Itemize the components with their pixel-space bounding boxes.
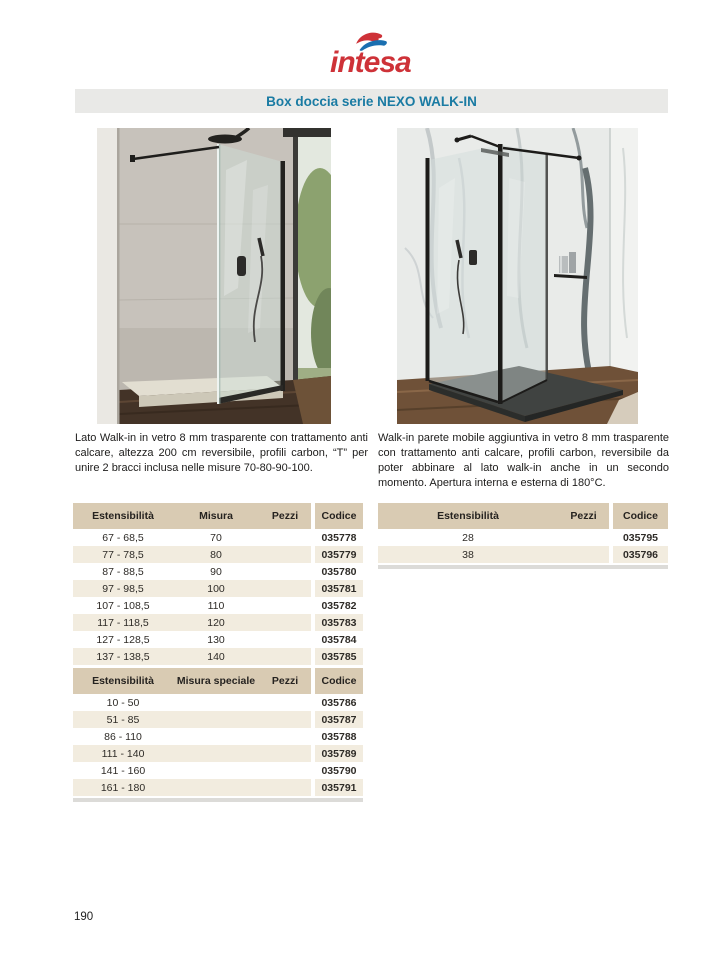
table-row bbox=[73, 631, 363, 648]
codice-cell: 035784 bbox=[315, 631, 363, 648]
table-cell: 77 - 78,5 bbox=[73, 546, 173, 563]
codice-cell: 035790 bbox=[315, 762, 363, 779]
table-cell: 117 - 118,5 bbox=[73, 614, 173, 631]
table-row bbox=[73, 779, 363, 796]
table-cell bbox=[259, 728, 311, 745]
table-row bbox=[73, 762, 363, 779]
table-row bbox=[73, 563, 363, 580]
table-cell bbox=[259, 631, 311, 648]
table-cell: 10 - 50 bbox=[73, 694, 173, 711]
table-cell bbox=[173, 745, 259, 762]
left-photo-scene bbox=[97, 128, 331, 424]
table-cell: 130 bbox=[173, 631, 259, 648]
product-photo-walk-in-lato bbox=[97, 128, 331, 424]
table-cell bbox=[259, 614, 311, 631]
product-photo-walk-in-parete bbox=[397, 128, 638, 424]
codice-cell: 035789 bbox=[315, 745, 363, 762]
table-cell: Pezzi bbox=[259, 668, 311, 694]
table-cell bbox=[173, 762, 259, 779]
table-parete-mobile bbox=[378, 503, 668, 563]
table-cell bbox=[259, 580, 311, 597]
table-cell: 110 bbox=[173, 597, 259, 614]
left-product-tables bbox=[73, 503, 363, 802]
table-cell: 87 - 88,5 bbox=[73, 563, 173, 580]
brand-logo bbox=[330, 30, 420, 82]
logo-text: intesa bbox=[330, 46, 411, 79]
codice-cell: Codice bbox=[315, 503, 363, 529]
table-misura-speciale bbox=[73, 668, 363, 796]
codice-cell: 035787 bbox=[315, 711, 363, 728]
codice-cell: Codice bbox=[613, 503, 668, 529]
table-row bbox=[73, 546, 363, 563]
codice-cell: 035795 bbox=[613, 529, 668, 546]
table-header-row bbox=[378, 503, 668, 529]
table-cell: 67 - 68,5 bbox=[73, 529, 173, 546]
caption-left-product: Lato Walk-in in vetro 8 mm trasparente con trattamento anti calcare, altezza 200 cm reversibile, profili carbon, “T” per unire 2 bracci inclusa nelle misure 70-80-90-100. bbox=[75, 432, 368, 474]
table-cell: 111 - 140 bbox=[73, 745, 173, 762]
table-row bbox=[73, 529, 363, 546]
table-cell: 80 bbox=[173, 546, 259, 563]
table-cell: 141 - 160 bbox=[73, 762, 173, 779]
table-cell: 51 - 85 bbox=[73, 711, 173, 728]
table-row bbox=[73, 614, 363, 631]
table-row bbox=[73, 745, 363, 762]
table-cell bbox=[259, 648, 311, 665]
caption-right-product: Walk-in parete mobile aggiuntiva in vetro 8 mm trasparente con trattamento anti calcare, profili carbon, reversibile da poter abbinare al lato walk-in anche in un secondo momento. Apertura interna e esterna di 180°C. bbox=[378, 432, 669, 489]
table-cell bbox=[259, 779, 311, 796]
table-cell: 86 - 110 bbox=[73, 728, 173, 745]
table-cell: 120 bbox=[173, 614, 259, 631]
table-cell bbox=[259, 546, 311, 563]
codice-cell: Codice bbox=[315, 668, 363, 694]
codice-cell: 035780 bbox=[315, 563, 363, 580]
table-cell bbox=[558, 546, 609, 563]
table-row bbox=[378, 529, 668, 546]
table-row bbox=[73, 694, 363, 711]
table-cell: 107 - 108,5 bbox=[73, 597, 173, 614]
table-row bbox=[73, 711, 363, 728]
table-cell bbox=[259, 711, 311, 728]
table-cell bbox=[259, 745, 311, 762]
table-cell: Estensibilità bbox=[378, 503, 558, 529]
table-row bbox=[378, 546, 668, 563]
table-cell: 97 - 98,5 bbox=[73, 580, 173, 597]
table-header-row bbox=[73, 503, 363, 529]
table-cell bbox=[259, 529, 311, 546]
codice-cell: 035783 bbox=[315, 614, 363, 631]
table-cell bbox=[173, 694, 259, 711]
table-cell: Estensibilità bbox=[73, 668, 173, 694]
table-cell: 90 bbox=[173, 563, 259, 580]
codice-cell: 035791 bbox=[315, 779, 363, 796]
section-title-bar bbox=[75, 89, 668, 113]
table-cell: 161 - 180 bbox=[73, 779, 173, 796]
table-cell: 28 bbox=[378, 529, 558, 546]
page-number: 190 bbox=[74, 911, 94, 923]
table-row bbox=[73, 580, 363, 597]
table-header-row bbox=[73, 668, 363, 694]
codice-cell: 035782 bbox=[315, 597, 363, 614]
table-cell: 100 bbox=[173, 580, 259, 597]
table-cell: Misura bbox=[173, 503, 259, 529]
table-row bbox=[73, 597, 363, 614]
right-photo-scene bbox=[397, 128, 638, 424]
codice-cell: 035779 bbox=[315, 546, 363, 563]
table-cell: 137 - 138,5 bbox=[73, 648, 173, 665]
table-cell bbox=[259, 563, 311, 580]
codice-cell: 035788 bbox=[315, 728, 363, 745]
right-product-tables bbox=[378, 503, 668, 569]
table-cell bbox=[558, 529, 609, 546]
table-cell bbox=[259, 762, 311, 779]
table-cell bbox=[259, 694, 311, 711]
table-cell: 70 bbox=[173, 529, 259, 546]
table-cell: Estensibilità bbox=[73, 503, 173, 529]
table-cell bbox=[259, 597, 311, 614]
table-cell: 127 - 128,5 bbox=[73, 631, 173, 648]
section-title: Box doccia serie NEXO WALK-IN bbox=[266, 93, 477, 109]
table-misura bbox=[73, 503, 363, 665]
codice-cell: 035785 bbox=[315, 648, 363, 665]
table-cell bbox=[173, 728, 259, 745]
table-cell: 140 bbox=[173, 648, 259, 665]
table-row bbox=[73, 648, 363, 665]
table-cell: Misura speciale bbox=[173, 668, 259, 694]
codice-cell: 035781 bbox=[315, 580, 363, 597]
table-cell: 38 bbox=[378, 546, 558, 563]
codice-cell: 035786 bbox=[315, 694, 363, 711]
table-cell: Pezzi bbox=[558, 503, 609, 529]
table-cell: Pezzi bbox=[259, 503, 311, 529]
table-row bbox=[73, 728, 363, 745]
codice-cell: 035778 bbox=[315, 529, 363, 546]
codice-cell: 035796 bbox=[613, 546, 668, 563]
table-cell bbox=[173, 779, 259, 796]
table-cell bbox=[173, 711, 259, 728]
